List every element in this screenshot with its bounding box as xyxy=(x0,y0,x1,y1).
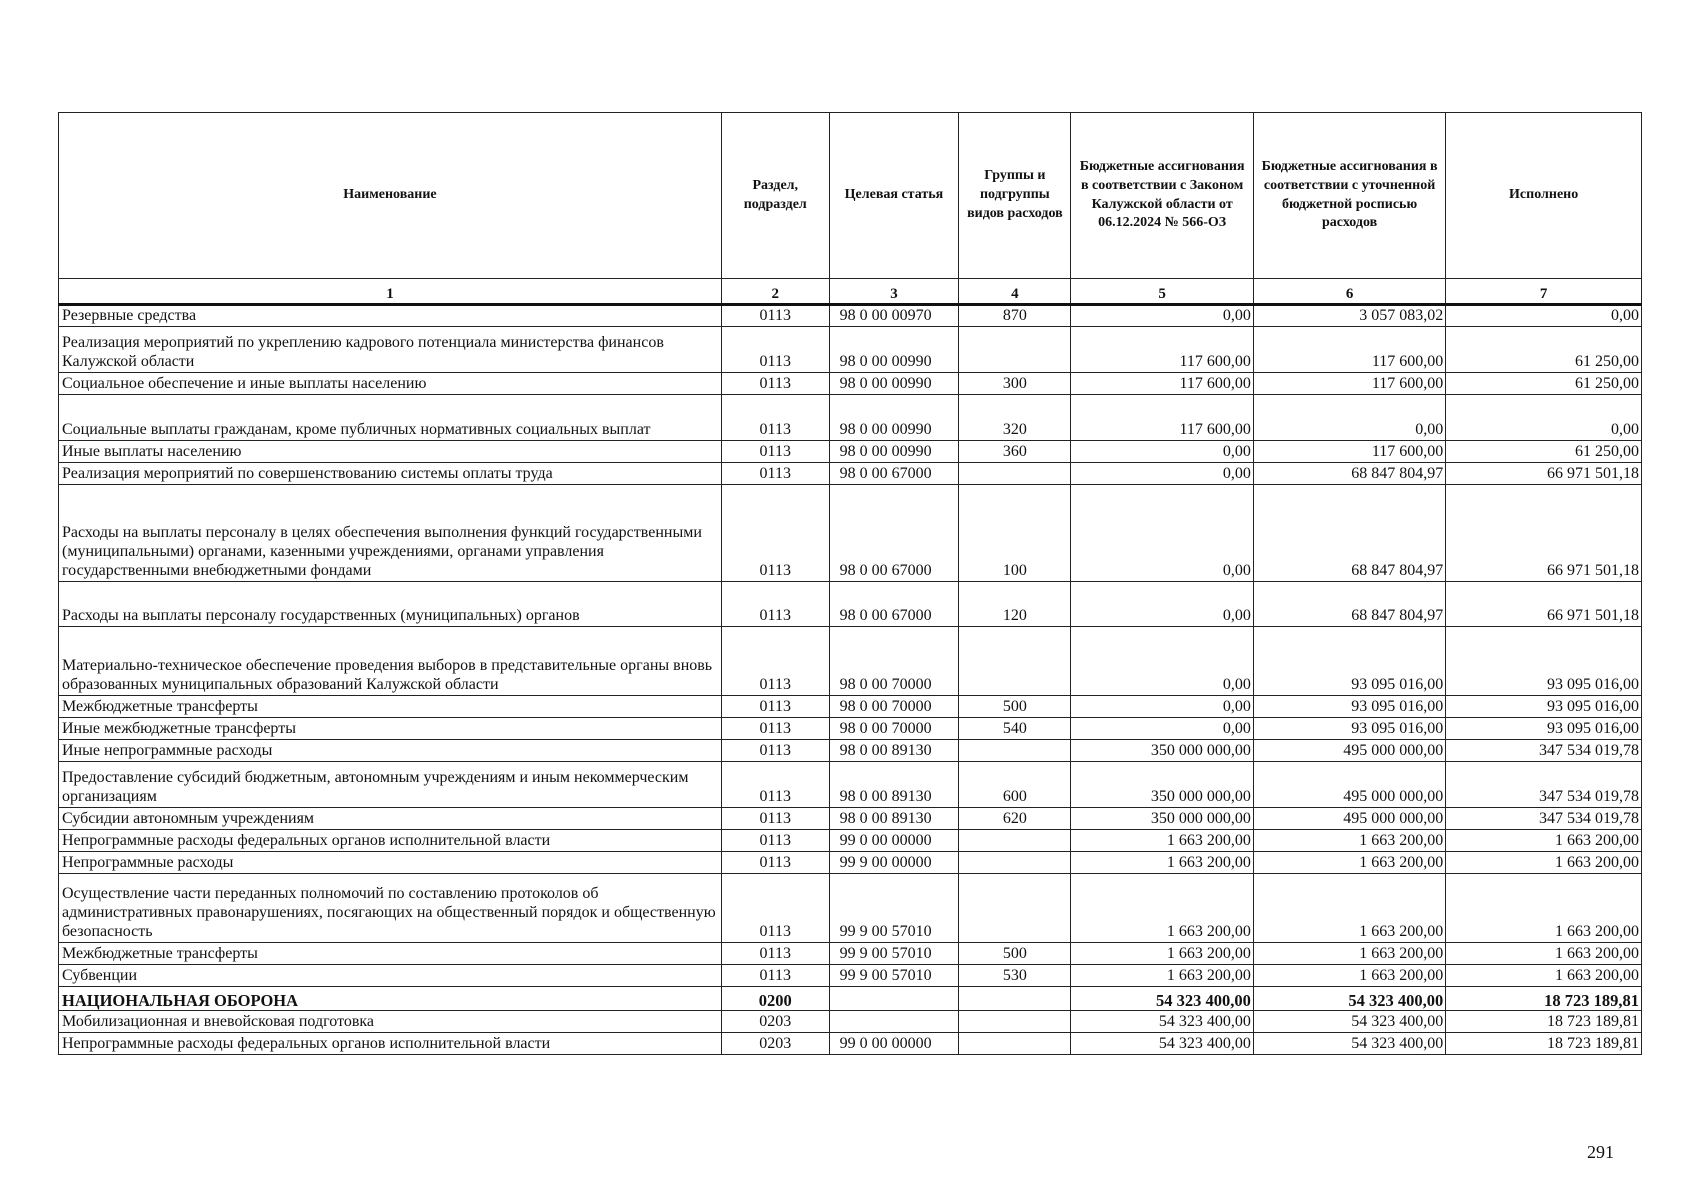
row-statya-cell: 98 0 00 00990 xyxy=(829,441,959,463)
header-zakon: Бюджетные ассигнования в соответствии с Законом Калужской области от 06.12.2024 № 566-ОЗ xyxy=(1071,113,1253,279)
row-name-cell: Социальные выплаты гражданам, кроме публичных нормативных социальных выплат xyxy=(59,395,722,441)
row-name-cell: НАЦИОНАЛЬНАЯ ОБОРОНА xyxy=(59,987,722,1011)
row-zakon-cell: 0,00 xyxy=(1071,485,1253,582)
row-vid-cell xyxy=(959,874,1071,943)
table-row xyxy=(59,718,1642,740)
row-statya-cell: 98 0 00 00990 xyxy=(829,327,959,373)
row-razdel-cell: 0113 xyxy=(721,718,829,740)
row-ispolneno-cell: 18 723 189,81 xyxy=(1446,1011,1642,1033)
row-name-cell: Иные выплаты населению xyxy=(59,441,722,463)
row-vid-cell: 620 xyxy=(959,808,1071,830)
row-razdel-cell: 0203 xyxy=(721,1033,829,1055)
table-row xyxy=(59,762,1642,808)
row-razdel-cell: 0113 xyxy=(721,305,829,327)
table-row xyxy=(59,485,1642,582)
row-razdel-cell: 0113 xyxy=(721,696,829,718)
row-razdel-cell: 0113 xyxy=(721,874,829,943)
table-row xyxy=(59,463,1642,485)
budget-execution-table xyxy=(58,112,1642,1055)
row-rospis-cell: 1 663 200,00 xyxy=(1253,852,1445,874)
row-name-cell: Предоставление субсидий бюджетным, автономным учреждениям и иным некоммерческим организациям xyxy=(59,762,722,808)
row-ispolneno-cell: 61 250,00 xyxy=(1446,327,1642,373)
row-vid-cell: 100 xyxy=(959,485,1071,582)
row-zakon-cell: 0,00 xyxy=(1071,463,1253,485)
row-name-cell: Межбюджетные трансферты xyxy=(59,943,722,965)
row-rospis-cell: 3 057 083,02 xyxy=(1253,305,1445,327)
row-name-cell: Расходы на выплаты персоналу в целях обеспечения выполнения функций государственными (муниципальными) органами, казенными учреждениями, органами управления государственными внебюджетными фондами xyxy=(59,485,722,582)
row-ispolneno-cell: 61 250,00 xyxy=(1446,441,1642,463)
header-statya: Целевая статья xyxy=(829,113,959,279)
row-name-cell: Реализация мероприятий по совершенствованию системы оплаты труда xyxy=(59,463,722,485)
header-ispolneno: Исполнено xyxy=(1446,113,1642,279)
row-name-cell: Межбюджетные трансферты xyxy=(59,696,722,718)
row-ispolneno-cell: 1 663 200,00 xyxy=(1446,830,1642,852)
row-razdel-cell: 0113 xyxy=(721,852,829,874)
column-number: 3 xyxy=(829,279,959,305)
row-zakon-cell: 54 323 400,00 xyxy=(1071,987,1253,1011)
row-name-cell: Непрограммные расходы федеральных органов исполнительной власти xyxy=(59,830,722,852)
row-rospis-cell: 54 323 400,00 xyxy=(1253,1033,1445,1055)
row-name-cell: Осуществление части переданных полномочий по составлению протоколов об административных правонарушениях, посягающих на общественный порядок и общественную безопасность xyxy=(59,874,722,943)
row-statya-cell: 99 9 00 57010 xyxy=(829,965,959,987)
row-zakon-cell: 1 663 200,00 xyxy=(1071,852,1253,874)
row-statya-cell: 98 0 00 67000 xyxy=(829,485,959,582)
row-rospis-cell: 93 095 016,00 xyxy=(1253,627,1445,696)
row-statya-cell xyxy=(829,1011,959,1033)
row-name-cell: Резервные средства xyxy=(59,305,722,327)
row-rospis-cell: 93 095 016,00 xyxy=(1253,718,1445,740)
row-name-cell: Иные непрограммные расходы xyxy=(59,740,722,762)
row-statya-cell: 98 0 00 00970 xyxy=(829,305,959,327)
table-row xyxy=(59,808,1642,830)
row-ispolneno-cell: 0,00 xyxy=(1446,305,1642,327)
row-rospis-cell: 68 847 804,97 xyxy=(1253,485,1445,582)
row-statya-cell: 99 9 00 00000 xyxy=(829,852,959,874)
row-ispolneno-cell: 66 971 501,18 xyxy=(1446,485,1642,582)
row-ispolneno-cell: 347 534 019,78 xyxy=(1446,740,1642,762)
row-rospis-cell: 495 000 000,00 xyxy=(1253,762,1445,808)
row-rospis-cell: 1 663 200,00 xyxy=(1253,965,1445,987)
row-razdel-cell: 0200 xyxy=(721,987,829,1011)
row-statya-cell: 99 9 00 57010 xyxy=(829,874,959,943)
row-rospis-cell: 1 663 200,00 xyxy=(1253,943,1445,965)
row-razdel-cell: 0113 xyxy=(721,808,829,830)
row-zakon-cell: 350 000 000,00 xyxy=(1071,762,1253,808)
row-name-cell: Иные межбюджетные трансферты xyxy=(59,718,722,740)
row-ispolneno-cell: 0,00 xyxy=(1446,395,1642,441)
row-zakon-cell: 0,00 xyxy=(1071,582,1253,627)
row-vid-cell: 540 xyxy=(959,718,1071,740)
row-name-cell: Непрограммные расходы xyxy=(59,852,722,874)
table-row xyxy=(59,395,1642,441)
row-statya-cell: 98 0 00 67000 xyxy=(829,582,959,627)
column-number: 7 xyxy=(1446,279,1642,305)
row-name-cell: Расходы на выплаты персоналу государственных (муниципальных) органов xyxy=(59,582,722,627)
column-number: 4 xyxy=(959,279,1071,305)
row-statya-cell: 98 0 00 89130 xyxy=(829,762,959,808)
row-vid-cell xyxy=(959,327,1071,373)
table-row xyxy=(59,874,1642,943)
row-vid-cell: 530 xyxy=(959,965,1071,987)
row-name-cell: Материально-техническое обеспечение проведения выборов в представительные органы вновь образованных муниципальных образований Калужской области xyxy=(59,627,722,696)
row-razdel-cell: 0113 xyxy=(721,582,829,627)
table-row xyxy=(59,987,1642,1011)
page-number: 291 xyxy=(1587,1142,1614,1162)
row-zakon-cell: 117 600,00 xyxy=(1071,373,1253,395)
table-body xyxy=(59,305,1642,1055)
row-razdel-cell: 0113 xyxy=(721,441,829,463)
row-rospis-cell: 54 323 400,00 xyxy=(1253,987,1445,1011)
row-statya-cell: 99 0 00 00000 xyxy=(829,830,959,852)
row-razdel-cell: 0113 xyxy=(721,965,829,987)
row-statya-cell: 99 0 00 00000 xyxy=(829,1033,959,1055)
row-ispolneno-cell: 18 723 189,81 xyxy=(1446,1033,1642,1055)
row-rospis-cell: 68 847 804,97 xyxy=(1253,463,1445,485)
header-vid: Группы и подгруппы видов расходов xyxy=(959,113,1071,279)
row-statya-cell: 98 0 00 89130 xyxy=(829,740,959,762)
row-ispolneno-cell: 93 095 016,00 xyxy=(1446,718,1642,740)
row-razdel-cell: 0113 xyxy=(721,373,829,395)
row-statya-cell: 99 9 00 57010 xyxy=(829,943,959,965)
row-vid-cell xyxy=(959,1033,1071,1055)
table-row xyxy=(59,740,1642,762)
row-zakon-cell: 54 323 400,00 xyxy=(1071,1011,1253,1033)
row-ispolneno-cell: 93 095 016,00 xyxy=(1446,627,1642,696)
row-statya-cell xyxy=(829,987,959,1011)
row-vid-cell xyxy=(959,1011,1071,1033)
table-row xyxy=(59,852,1642,874)
row-razdel-cell: 0113 xyxy=(721,395,829,441)
row-zakon-cell: 117 600,00 xyxy=(1071,395,1253,441)
table-row xyxy=(59,373,1642,395)
row-razdel-cell: 0203 xyxy=(721,1011,829,1033)
row-zakon-cell: 1 663 200,00 xyxy=(1071,874,1253,943)
row-ispolneno-cell: 66 971 501,18 xyxy=(1446,463,1642,485)
row-zakon-cell: 1 663 200,00 xyxy=(1071,943,1253,965)
header-razdel: Раздел, подраздел xyxy=(721,113,829,279)
header-name: Наименование xyxy=(59,113,722,279)
row-ispolneno-cell: 1 663 200,00 xyxy=(1446,965,1642,987)
row-rospis-cell: 495 000 000,00 xyxy=(1253,740,1445,762)
row-rospis-cell: 495 000 000,00 xyxy=(1253,808,1445,830)
row-ispolneno-cell: 66 971 501,18 xyxy=(1446,582,1642,627)
table-row xyxy=(59,582,1642,627)
row-statya-cell: 98 0 00 00990 xyxy=(829,373,959,395)
row-zakon-cell: 0,00 xyxy=(1071,696,1253,718)
row-rospis-cell: 93 095 016,00 xyxy=(1253,696,1445,718)
row-ispolneno-cell: 18 723 189,81 xyxy=(1446,987,1642,1011)
row-vid-cell xyxy=(959,830,1071,852)
table-row xyxy=(59,1011,1642,1033)
table-row xyxy=(59,441,1642,463)
row-razdel-cell: 0113 xyxy=(721,762,829,808)
row-rospis-cell: 117 600,00 xyxy=(1253,373,1445,395)
row-zakon-cell: 350 000 000,00 xyxy=(1071,740,1253,762)
table-row xyxy=(59,305,1642,327)
row-vid-cell xyxy=(959,740,1071,762)
table-row xyxy=(59,830,1642,852)
row-zakon-cell: 350 000 000,00 xyxy=(1071,808,1253,830)
row-rospis-cell: 117 600,00 xyxy=(1253,441,1445,463)
column-number: 1 xyxy=(59,279,722,305)
row-name-cell: Непрограммные расходы федеральных органов исполнительной власти xyxy=(59,1033,722,1055)
row-vid-cell xyxy=(959,463,1071,485)
row-ispolneno-cell: 61 250,00 xyxy=(1446,373,1642,395)
row-vid-cell: 120 xyxy=(959,582,1071,627)
row-statya-cell: 98 0 00 70000 xyxy=(829,627,959,696)
row-rospis-cell: 117 600,00 xyxy=(1253,327,1445,373)
row-vid-cell: 360 xyxy=(959,441,1071,463)
row-razdel-cell: 0113 xyxy=(721,485,829,582)
row-vid-cell xyxy=(959,852,1071,874)
row-vid-cell: 500 xyxy=(959,696,1071,718)
table-row xyxy=(59,696,1642,718)
row-ispolneno-cell: 1 663 200,00 xyxy=(1446,943,1642,965)
row-rospis-cell: 68 847 804,97 xyxy=(1253,582,1445,627)
table-row xyxy=(59,1033,1642,1055)
row-vid-cell: 300 xyxy=(959,373,1071,395)
row-vid-cell xyxy=(959,987,1071,1011)
row-zakon-cell: 54 323 400,00 xyxy=(1071,1033,1253,1055)
row-zakon-cell: 0,00 xyxy=(1071,718,1253,740)
header-rospis: Бюджетные ассигнования в соответствии с уточненной бюджетной росписью расходов xyxy=(1253,113,1445,279)
row-name-cell: Социальное обеспечение и иные выплаты населению xyxy=(59,373,722,395)
row-name-cell: Реализация мероприятий по укреплению кадрового потенциала министерства финансов Калужской области xyxy=(59,327,722,373)
row-vid-cell: 320 xyxy=(959,395,1071,441)
row-zakon-cell: 0,00 xyxy=(1071,441,1253,463)
row-statya-cell: 98 0 00 67000 xyxy=(829,463,959,485)
table-row xyxy=(59,965,1642,987)
row-rospis-cell: 0,00 xyxy=(1253,395,1445,441)
row-statya-cell: 98 0 00 00990 xyxy=(829,395,959,441)
column-number: 2 xyxy=(721,279,829,305)
table-row xyxy=(59,943,1642,965)
row-zakon-cell: 1 663 200,00 xyxy=(1071,830,1253,852)
column-number: 6 xyxy=(1253,279,1445,305)
row-statya-cell: 98 0 00 70000 xyxy=(829,696,959,718)
row-rospis-cell: 54 323 400,00 xyxy=(1253,1011,1445,1033)
row-ispolneno-cell: 1 663 200,00 xyxy=(1446,852,1642,874)
row-rospis-cell: 1 663 200,00 xyxy=(1253,874,1445,943)
row-vid-cell: 870 xyxy=(959,305,1071,327)
row-ispolneno-cell: 347 534 019,78 xyxy=(1446,808,1642,830)
row-razdel-cell: 0113 xyxy=(721,830,829,852)
row-razdel-cell: 0113 xyxy=(721,943,829,965)
row-ispolneno-cell: 1 663 200,00 xyxy=(1446,874,1642,943)
row-zakon-cell: 0,00 xyxy=(1071,627,1253,696)
table-row xyxy=(59,627,1642,696)
row-zakon-cell: 117 600,00 xyxy=(1071,327,1253,373)
row-statya-cell: 98 0 00 89130 xyxy=(829,808,959,830)
header-row xyxy=(59,113,1642,279)
row-name-cell: Субсидии автономным учреждениям xyxy=(59,808,722,830)
row-rospis-cell: 1 663 200,00 xyxy=(1253,830,1445,852)
row-statya-cell: 98 0 00 70000 xyxy=(829,718,959,740)
row-name-cell: Мобилизационная и вневойсковая подготовка xyxy=(59,1011,722,1033)
column-number-row xyxy=(59,279,1642,305)
row-ispolneno-cell: 347 534 019,78 xyxy=(1446,762,1642,808)
row-razdel-cell: 0113 xyxy=(721,740,829,762)
row-razdel-cell: 0113 xyxy=(721,627,829,696)
row-razdel-cell: 0113 xyxy=(721,327,829,373)
row-vid-cell: 600 xyxy=(959,762,1071,808)
row-vid-cell xyxy=(959,627,1071,696)
row-ispolneno-cell: 93 095 016,00 xyxy=(1446,696,1642,718)
row-razdel-cell: 0113 xyxy=(721,463,829,485)
row-zakon-cell: 0,00 xyxy=(1071,305,1253,327)
row-vid-cell: 500 xyxy=(959,943,1071,965)
table-row xyxy=(59,327,1642,373)
row-zakon-cell: 1 663 200,00 xyxy=(1071,965,1253,987)
column-number: 5 xyxy=(1071,279,1253,305)
row-name-cell: Субвенции xyxy=(59,965,722,987)
